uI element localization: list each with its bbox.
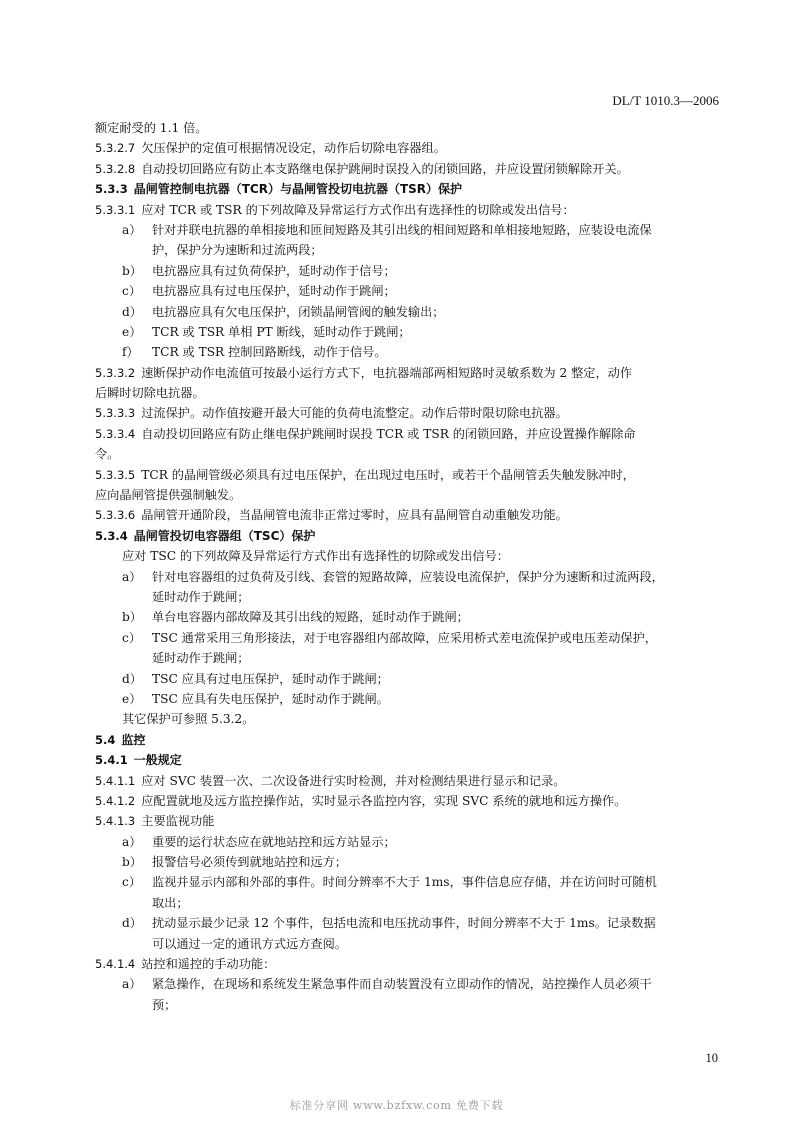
section-heading (95, 730, 720, 750)
list-item (95, 607, 720, 627)
list-item-label: e） (122, 691, 142, 706)
section-number: 5.4.1 (95, 753, 128, 768)
clause-text: 应对 SVC 装置一次、二次设备进行实时检测，并对检测结果进行显示和记录。 (141, 773, 566, 788)
list-item-text: 监视并显示内部和外部的事件。时间分辨率不大于 1ms，事件信息应存储，并在访问时可随机 (152, 875, 657, 890)
text-line (95, 444, 720, 464)
clause-line (95, 200, 720, 220)
list-item-text: TCR 或 TSR 单相 PT 断线，延时动作于跳闸； (152, 324, 411, 339)
list-item-text: 单台电容器内部故障及其引出线的短路，延时动作于跳闸； (152, 610, 469, 625)
clause-text: 站控和遥控的手动功能： (141, 957, 276, 972)
list-item-text: 电抗器应具有欠电压保护，闭锁晶闸管阀的触发输出； (152, 304, 445, 319)
list-item (95, 322, 720, 342)
clause-line (95, 791, 720, 811)
section-number: 5.3.3 (95, 182, 128, 197)
list-item (95, 261, 720, 281)
list-item (95, 342, 720, 362)
list-item (95, 669, 720, 689)
clause-text: TCR 的晶闸管级必须具有过电压保护，在出现过电压时，或若干个晶闸管丢失触发脉冲时， (141, 467, 635, 482)
list-item-label: c） (122, 284, 142, 299)
list-item-text: TSC 通常采用三角形接法，对于电容器组内部故障，应采用桥式差电流保护或电压差动保护， (152, 630, 657, 645)
clause-number: 5.3.3.5 (95, 467, 136, 482)
clause-line (95, 424, 720, 444)
clause-text: 应配置就地及远方监控操作站，实时显示各监控内容，实现 SVC 系统的就地和远方操作。 (141, 793, 627, 808)
list-item-label: c） (122, 875, 142, 890)
paragraph-text: 其它保护可参照 5.3.2。 (122, 712, 255, 727)
list-item-continuation (95, 240, 720, 260)
clause-line (95, 954, 720, 974)
list-item-continuation (95, 934, 720, 954)
clause-line (95, 811, 720, 831)
list-item (95, 913, 720, 933)
clause-text: 应对 TCR 或 TSR 的下列故障及异常运行方式作出有选择性的切除或发出信号： (141, 202, 575, 217)
paragraph-line (95, 709, 720, 729)
page-number: 10 (705, 1051, 718, 1065)
paragraph-text: 应对 TSC 的下列故障及异常运行方式作出有选择性的切除或发出信号： (122, 549, 509, 564)
document-body (95, 118, 720, 1015)
list-item-label: b） (122, 855, 142, 870)
section-number: 5.4 (95, 732, 116, 747)
clause-line (95, 403, 720, 423)
list-item-continuation (95, 648, 720, 668)
list-item-text: 报警信号必须传到就地站控和远方； (152, 855, 347, 870)
list-item-label: a） (122, 977, 142, 992)
list-item (95, 302, 720, 322)
list-item (95, 974, 720, 994)
continuation-text: 可以通过一定的通讯方式远方查阅。 (152, 936, 347, 951)
list-item (95, 852, 720, 872)
text-line (95, 383, 720, 403)
list-item-text: 电抗器应具有过电压保护，延时动作于跳闸； (152, 284, 396, 299)
clause-number: 5.3.3.2 (95, 365, 136, 380)
list-item-label: d） (122, 671, 142, 686)
section-heading (95, 179, 720, 199)
list-item (95, 281, 720, 301)
list-item-label: f） (122, 345, 139, 360)
list-item (95, 689, 720, 709)
clause-number: 5.4.1.3 (95, 814, 136, 829)
text-line (95, 118, 720, 138)
list-item (95, 628, 720, 648)
clause-text: 晶闸管开通阶段，当晶闸管电流非正常过零时，应具有晶闸管自动重触发功能。 (141, 508, 568, 523)
list-item-label: c） (122, 630, 142, 645)
continuation-text: 取出； (152, 895, 189, 910)
list-item-label: a） (122, 569, 142, 584)
list-item (95, 872, 720, 892)
list-item-text: 重要的运行状态应在就地站控和远方站显示； (152, 834, 396, 849)
line-text: 应向晶闸管提供强制触发。 (95, 488, 242, 503)
list-item (95, 567, 720, 587)
section-title: 晶闸管控制电抗器（TCR）与晶闸管投切电抗器（TSR）保护 (133, 182, 463, 197)
list-item-label: e） (122, 324, 142, 339)
continuation-text: 延时动作于跳闸； (152, 651, 250, 666)
list-item-label: a） (122, 222, 142, 237)
clause-line (95, 771, 720, 791)
clause-line (95, 159, 720, 179)
list-item-label: d） (122, 916, 142, 931)
section-heading (95, 750, 720, 770)
clause-number: 5.3.2.8 (95, 161, 136, 176)
clause-text: 主要监视功能 (141, 814, 215, 829)
paragraph-line (95, 546, 720, 566)
clause-line (95, 505, 720, 525)
clause-line (95, 465, 720, 485)
clause-number: 5.3.3.4 (95, 426, 136, 441)
list-item-text: 电抗器应具有过负荷保护，延时动作于信号； (152, 263, 396, 278)
list-item (95, 220, 720, 240)
clause-text: 自动投切回路应有防止本支路继电保护跳闸时误投入的闭锁回路，并应设置闭锁解除开关。 (141, 161, 629, 176)
clause-number: 5.4.1.2 (95, 793, 136, 808)
list-item-text: TCR 或 TSR 控制回路断线，动作于信号。 (152, 345, 387, 360)
line-text: 令。 (95, 447, 120, 462)
list-item-label: b） (122, 610, 142, 625)
list-item-text: 针对电容器组的过负荷及引线、套管的短路故障，应装设电流保护，保护分为速断和过流两段， (152, 569, 664, 584)
section-title: 监控 (121, 732, 146, 747)
list-item-text: 紧急操作，在现场和系统发生紧急事件而自动装置没有立即动作的情况，站控操作人员必须干 (152, 977, 652, 992)
list-item-label: b） (122, 263, 142, 278)
list-item-text: 扰动显示最少记录 12 个事件，包括电流和电压扰动事件，时间分辨率不大于 1ms。记录数据 (152, 916, 656, 931)
document-code: DL/T 1010.3—2006 (612, 93, 719, 108)
clause-line (95, 363, 720, 383)
section-heading (95, 526, 720, 546)
section-title: 晶闸管投切电容器组（TSC）保护 (133, 528, 316, 543)
watermark-text: 标准分享网 www.bzfxw.com 免费下载 (289, 1099, 504, 1112)
continuation-text: 预； (152, 997, 177, 1012)
section-number: 5.3.4 (95, 528, 128, 543)
clause-text: 过流保护。动作值按避开最大可能的负荷电流整定。动作后带时限切除电抗器。 (141, 406, 568, 421)
list-item-text: TSC 应具有失电压保护，延时动作于跳闸。 (152, 691, 389, 706)
clause-number: 5.4.1.1 (95, 773, 136, 788)
continuation-text: 延时动作于跳闸； (152, 589, 250, 604)
line-text: 额定耐受的 1.1 倍。 (95, 121, 208, 135)
text-line (95, 485, 720, 505)
clause-number: 5.3.3.6 (95, 508, 136, 523)
clause-number: 5.3.3.3 (95, 406, 136, 421)
list-item-label: a） (122, 834, 142, 849)
clause-number: 5.3.2.7 (95, 141, 136, 156)
list-item-continuation (95, 587, 720, 607)
continuation-text: 护，保护分为速断和过流两段； (152, 243, 323, 258)
list-item-text: 针对并联电抗器的单相接地和匝间短路及其引出线的相间短路和单相接地短路，应装设电流保 (152, 222, 652, 237)
clause-text: 欠压保护的定值可根据情况设定，动作后切除电容器组。 (141, 141, 446, 156)
clause-number: 5.4.1.4 (95, 957, 136, 972)
clause-text: 自动投切回路应有防止继电保护跳闸时误投 TCR 或 TSR 的闭锁回路，并应设置操作解除命 (141, 426, 636, 441)
list-item-label: d） (122, 304, 142, 319)
section-title: 一般规定 (133, 753, 182, 768)
list-item (95, 832, 720, 852)
line-text: 后瞬时切除电抗器。 (95, 386, 205, 401)
list-item-continuation (95, 893, 720, 913)
list-item-continuation (95, 995, 720, 1015)
list-item-text: TSC 应具有过电压保护，延时动作于跳闸； (152, 671, 389, 686)
clause-line (95, 138, 720, 158)
clause-text: 速断保护动作电流值可按最小运行方式下，电抗器端部两相短路时灵敏系数为 2 整定，动作 (141, 365, 633, 380)
clause-number: 5.3.3.1 (95, 202, 136, 217)
